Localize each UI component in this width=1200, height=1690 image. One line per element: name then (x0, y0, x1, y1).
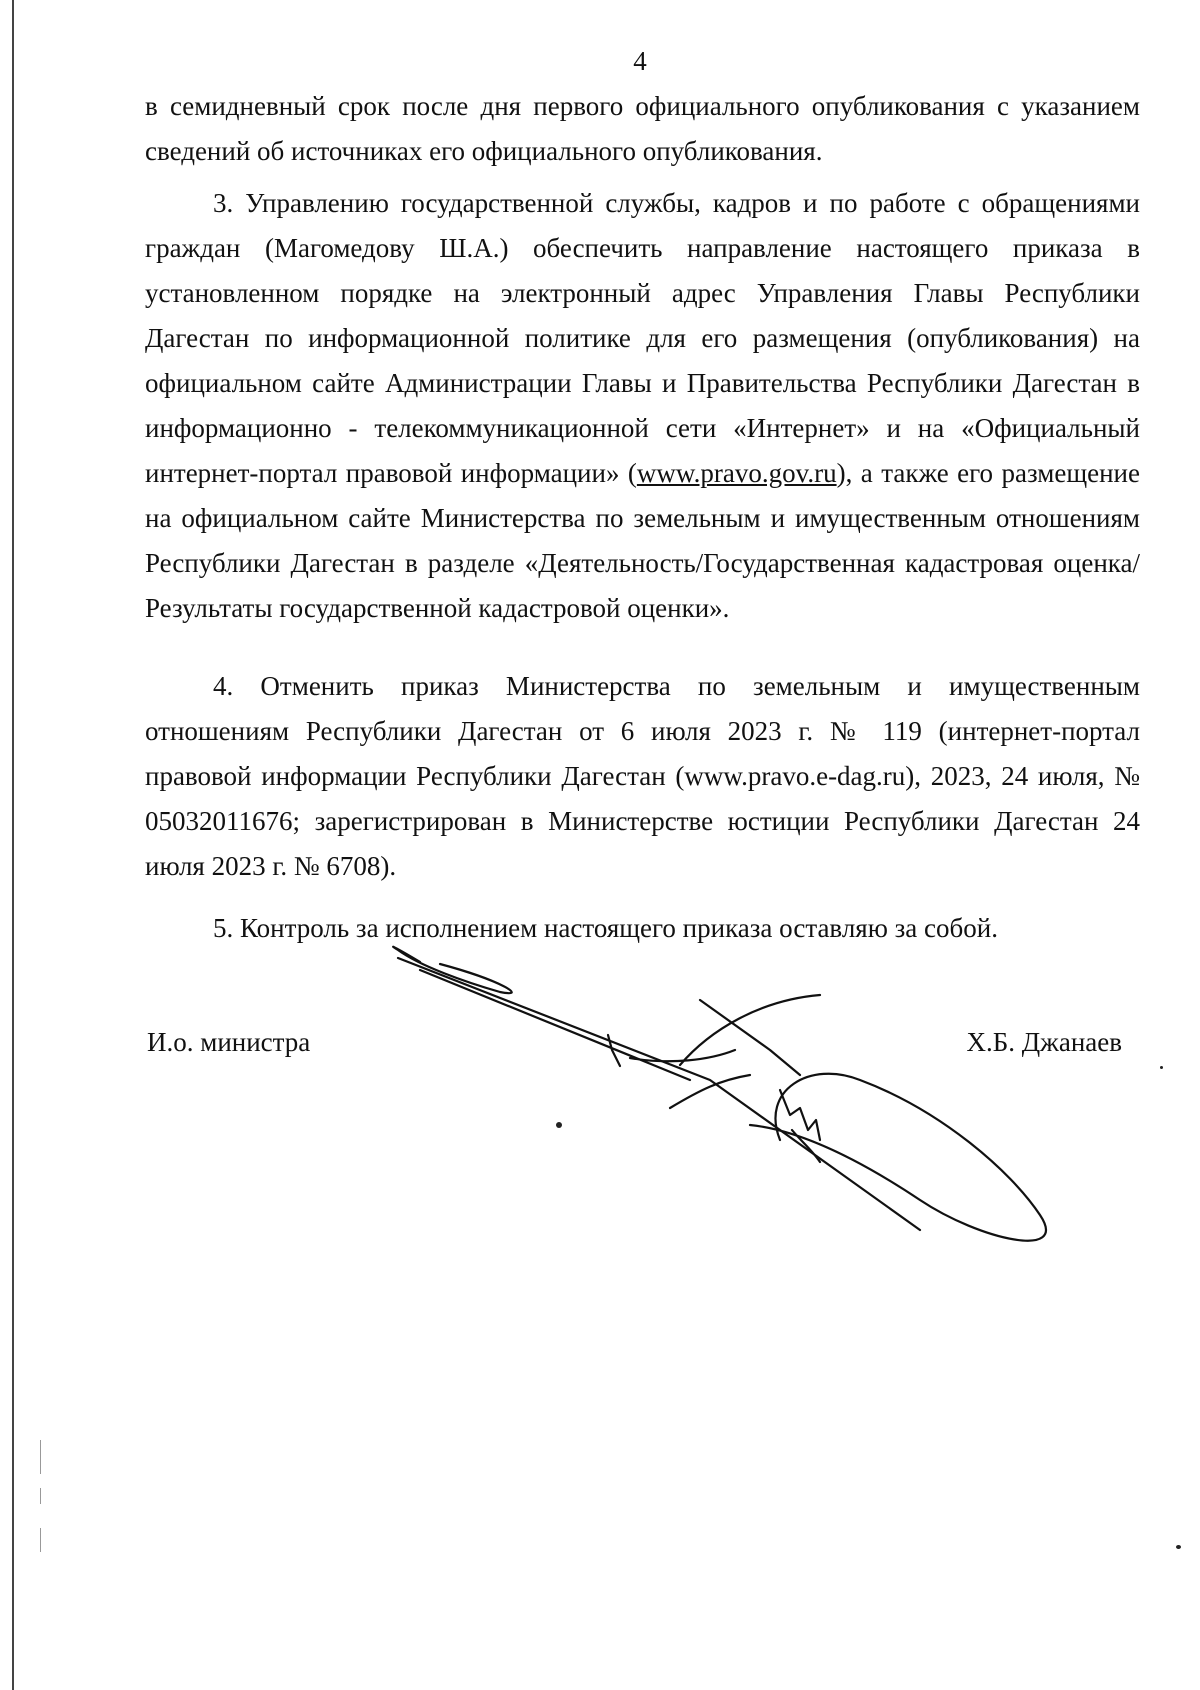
signatory-name: Х.Б. Джанаев (966, 1027, 1122, 1057)
scan-speck (1176, 1545, 1181, 1549)
handwritten-signature (380, 940, 1080, 1260)
scan-edge-dash (40, 1528, 41, 1552)
paragraph-3-text-end: ), а также его размещение на официальном сайте Министерства по земельным и имущественным отношениям Республики Дагестан в разделе «Деятельность/Государственная кадастровая оценка/Результаты государственной кадастровой оценки». (145, 458, 1140, 623)
paragraph-3-text-start: 3. Управлению государственной службы, кадров и по работе с обращениями граждан (Магомедову Ш.А.) обеспечить направление настоящего приказа в установленном порядке на электронный адрес Управления Главы Республики Дагестан по информационной политике для его размещения (опубликования) на официальном сайте Администрации Главы и Правительства Республики Дагестан в информационно - телекоммуникационной сети «Интернет» и на «Официальный интернет-портал правовой информации» ( (145, 188, 1140, 488)
paragraph-intro: в семидневный срок после дня первого официального опубликования с указанием сведений об источниках его официального опубликования. (145, 91, 1140, 166)
scan-edge-dash (40, 1488, 41, 1504)
paragraph-3 (145, 181, 1140, 631)
scan-speck (1160, 1066, 1163, 1069)
signatory-position: И.о. министра (147, 1027, 311, 1057)
page-number: 4 (633, 46, 647, 76)
paragraph-4: 4. Отменить приказ Министерства по земельным и имущественным отношениям Республики Дагестан от 6 июля 2023 г. № 119 (интернет-портал правовой информации Республики Дагестан (www.pravo.e-dag.ru), 2023, 24 июля, № 05032011676; зарегистрирован в Министерстве юстиции Республики Дагестан 24 июля 2023 г. № 6708). (145, 671, 1140, 881)
paragraph-5: 5. Контроль за исполнением настоящего приказа оставляю за собой. (213, 913, 998, 943)
pravo-gov-link[interactable]: www.pravo.gov.ru (636, 458, 837, 488)
scan-speck (556, 1122, 562, 1128)
scan-edge-dash (40, 1440, 41, 1474)
scan-edge-line (12, 0, 14, 1690)
